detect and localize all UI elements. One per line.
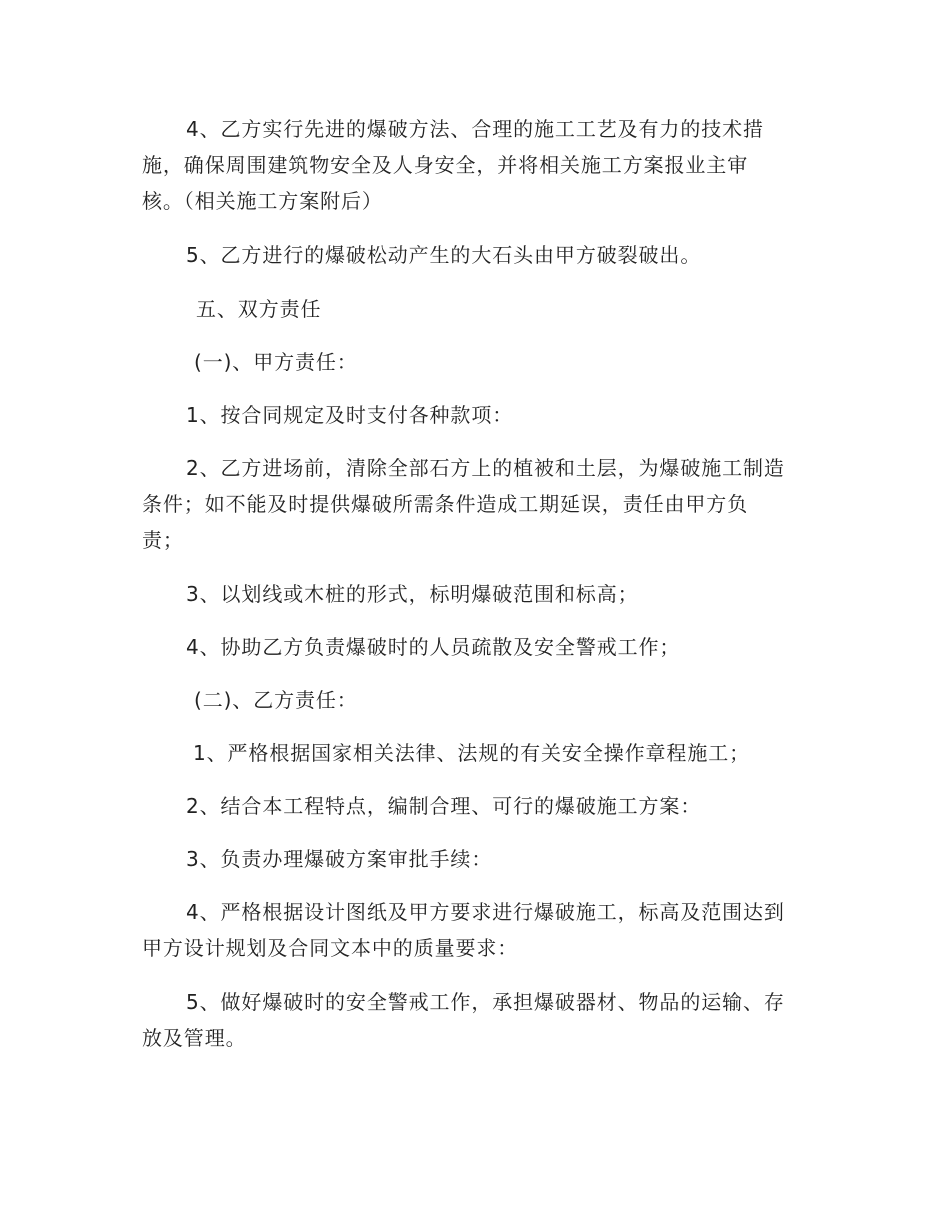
paragraph-line: 1、按合同规定及时支付各种款项： bbox=[186, 403, 514, 427]
section-heading: 五、双方责任 bbox=[196, 297, 322, 321]
paragraph-line: 5、乙方进行的爆破松动产生的大石头由甲方破裂破出。 bbox=[186, 243, 702, 267]
paragraph-line: 核。（相关施工方案附后） bbox=[142, 189, 383, 213]
paragraph-line: 1、严格根据国家相关法律、法规的有关安全操作章程施工； bbox=[193, 741, 751, 765]
subsection-heading: (一)、甲方责任： bbox=[194, 350, 358, 374]
paragraph-line: 4、协助乙方负责爆破时的人员疏散及安全警戒工作； bbox=[186, 635, 681, 659]
paragraph-line: 甲方设计规划及合同文本中的质量要求： bbox=[142, 936, 519, 960]
paragraph-line: 4、乙方实行先进的爆破方法、合理的施工工艺及有力的技术措 bbox=[186, 117, 764, 141]
paragraph-line: 3、以划线或木桩的形式，标明爆破范围和标高； bbox=[186, 582, 639, 606]
paragraph-line: 5、做好爆破时的安全警戒工作，承担爆破器材、物品的运输、存 bbox=[186, 990, 785, 1014]
paragraph-line: 责； bbox=[142, 528, 184, 552]
subsection-heading: (二)、乙方责任： bbox=[194, 688, 358, 712]
paragraph-line: 2、乙方进场前，清除全部石方上的植被和土层，为爆破施工制造 bbox=[186, 456, 785, 480]
paragraph-line: 条件；如不能及时提供爆破所需条件造成工期延误，责任由甲方负 bbox=[142, 492, 749, 516]
paragraph-line: 3、负责办理爆破方案审批手续： bbox=[186, 847, 493, 871]
paragraph-line: 4、严格根据设计图纸及甲方要求进行爆破施工，标高及范围达到 bbox=[186, 900, 785, 924]
paragraph-line: 放及管理。 bbox=[142, 1026, 247, 1050]
paragraph-line: 施，确保周围建筑物安全及人身安全，并将相关施工方案报业主审 bbox=[142, 153, 749, 177]
paragraph-line: 2、结合本工程特点，编制合理、可行的爆破施工方案： bbox=[186, 794, 702, 818]
